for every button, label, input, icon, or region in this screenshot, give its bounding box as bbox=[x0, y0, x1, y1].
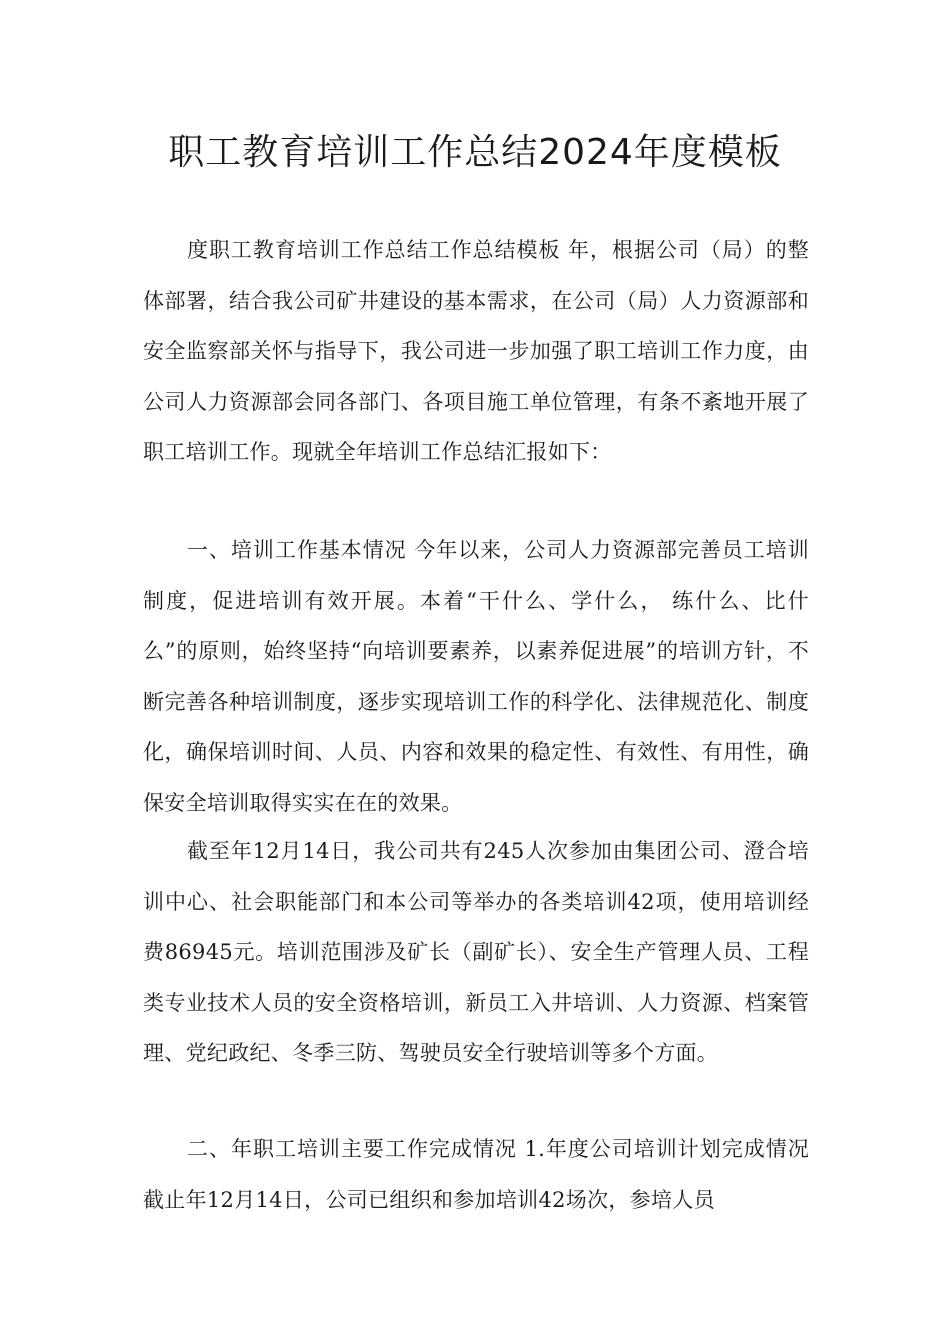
paragraph-training-statistics: 截至年12月14日，我公司共有245人次参加由集团公司、澄合培训中心、社会职能部门和本公司等举办的各类培训42项，使用培训经费86945元。培训范围涉及矿长（副矿长）、安全生产管理人员、工程类专业技术人员的安全资格培训，新员工入井培训、人力资源、档案管理、党纪政纪、冬季三防、驾驶员安全行驶培训等多个方面。 bbox=[143, 839, 809, 1065]
paragraph-intro: 度职工教育培训工作总结工作总结模板 年，根据公司（局）的整体部署，结合我公司矿井建设的基本需求，在公司（局）人力资源部和安全监察部关怀与指导下，我公司进一步加强了职工培训工作力度，由公司人力资源部会同各部门、各项目施工单位管理，有条不紊地开展了职工培训工作。现就全年培训工作总结汇报如下： bbox=[143, 238, 809, 464]
paragraph-main-work: 二、年职工培训主要工作完成情况 1.年度公司培训计划完成情况 截止年12月14日，公司已组织和参加培训42场次，参培人员 bbox=[143, 1137, 809, 1212]
paragraph-basic-situation: 一、培训工作基本情况 今年以来，公司人力资源部完善员工培训制度，促进培训有效开展。本着“干什么、学什么， 练什么、比什么”的原则，始终坚持“向培训要素养，以素养促进展”的培训方针，不断完善各种培训制度，逐步实现培训工作的科学化、法律规范化、制度化，确保培训时间、人员、内容和效果的稳定性、有效性、有用性，确保安全培训取得实实在在的效果。 bbox=[143, 538, 809, 815]
document-title: 职工教育培训工作总结2024年度模板 bbox=[168, 132, 782, 173]
